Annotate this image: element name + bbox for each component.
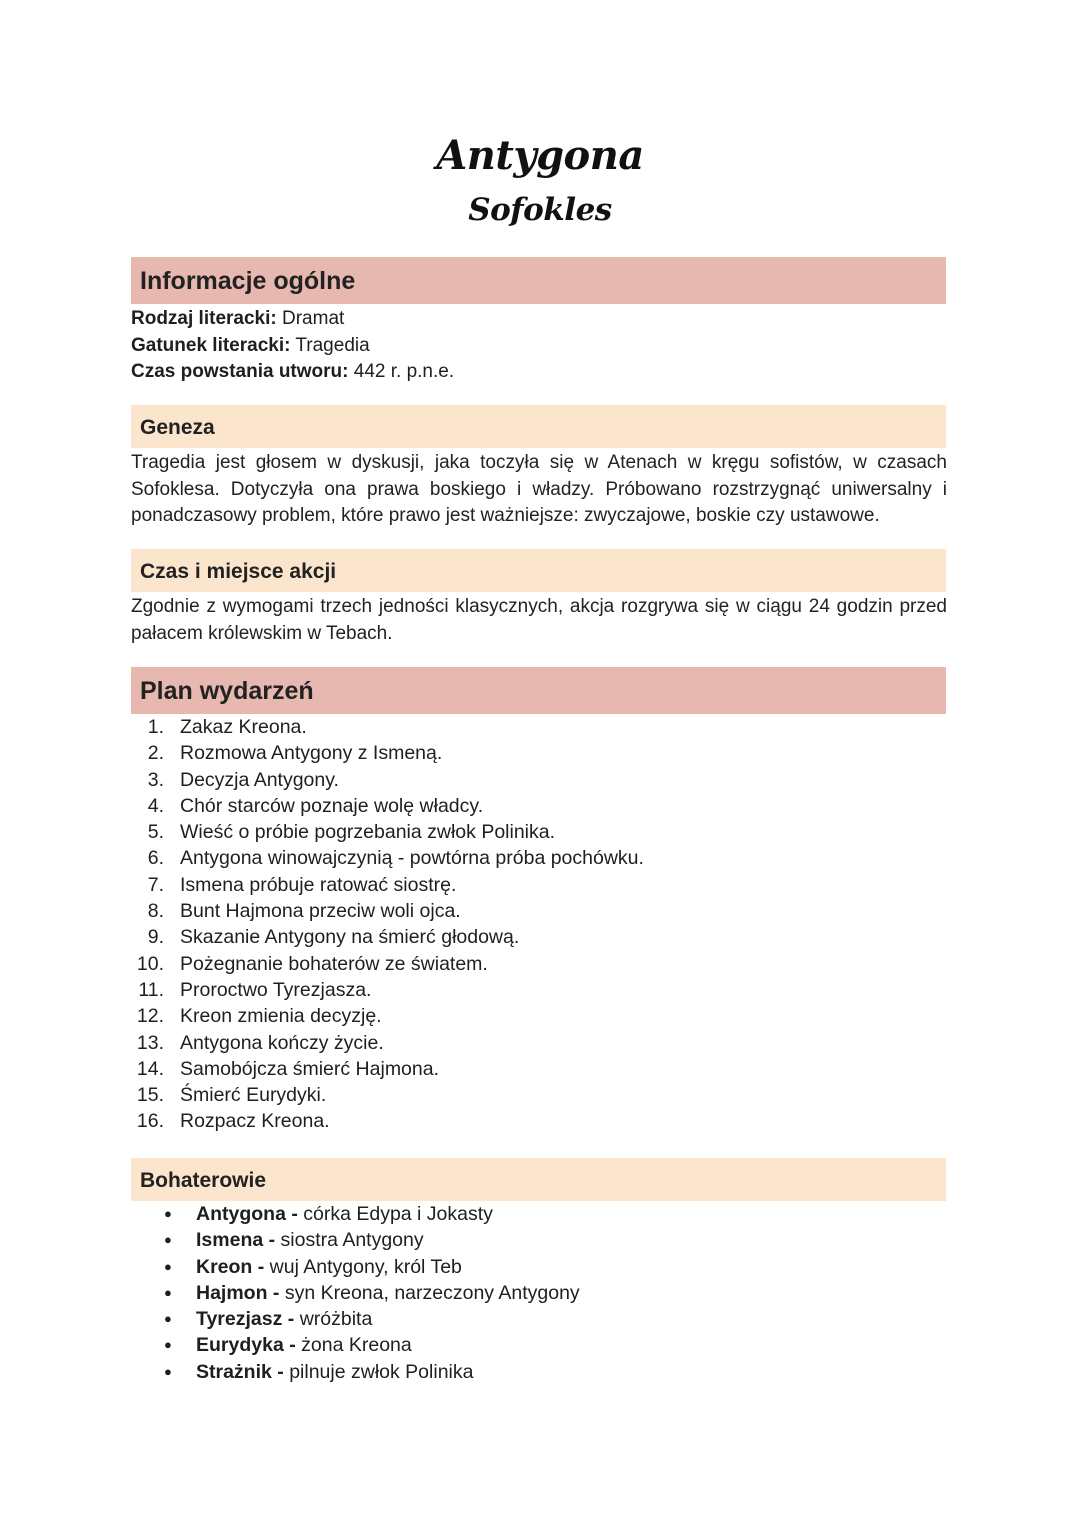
- section-heading-bohaterowie: Bohaterowie: [131, 1158, 946, 1201]
- list-item: 11. Proroctwo Tyrezjasza.: [138, 978, 372, 1001]
- list-item: 9. Skazanie Antygony na śmierć głodową.: [147, 926, 520, 949]
- bullet-icon: [131, 1227, 196, 1255]
- section-heading-info: Informacje ogólne: [131, 257, 946, 304]
- characters-list: [131, 1201, 580, 1385]
- bullet-icon: [131, 1254, 196, 1282]
- list-item: ●Eurydyka - żona Kreona: [131, 1332, 580, 1358]
- section-heading-czas: Czas i miejsce akcji: [131, 549, 946, 592]
- document-author: Sofokles: [468, 192, 612, 228]
- list-item: 12. Kreon zmienia decyzję.: [136, 1005, 382, 1028]
- czas-text: Zgodnie z wymogami trzech jedności klasycznych, akcja rozgrywa się w ciągu 24 godzin przed pałacem królewskim w Tebach.: [131, 596, 947, 644]
- bullet-icon: [131, 1280, 196, 1308]
- list-item: 13. Antygona kończy życie.: [136, 1031, 384, 1054]
- info-value: Dramat: [282, 308, 345, 329]
- list-item: ●Antygona - córka Edypa i Jokasty: [131, 1201, 580, 1227]
- bullet-icon: [131, 1201, 196, 1229]
- bullet-icon: [131, 1306, 196, 1334]
- bullet-icon: [131, 1332, 196, 1360]
- list-item: ●Strażnik - pilnuje zwłok Polinika: [131, 1359, 580, 1385]
- info-label: Rodzaj literacki:: [131, 308, 277, 329]
- info-row: [131, 333, 454, 360]
- info-row: [131, 359, 454, 386]
- list-item: 16. Rozpacz Kreona.: [136, 1110, 330, 1133]
- info-label: Czas powstania utworu:: [131, 361, 349, 382]
- list-item: ●Hajmon - syn Kreona, narzeczony Antygony: [131, 1280, 580, 1306]
- info-value: 442 r. p.n.e.: [353, 361, 455, 382]
- info-label: Gatunek literacki:: [131, 334, 291, 356]
- list-item: 7. Ismena próbuje ratować siostrę.: [147, 873, 457, 896]
- list-item: 3. Decyzja Antygony.: [147, 768, 339, 791]
- list-item: 15. Śmierć Eurydyki.: [136, 1084, 327, 1107]
- geneza-text: Tragedia jest głosem w dyskusji, jaka toczyła się w Atenach w kręgu sofistów, w czasach Sofoklesa. Dotyczyła ona prawa boskiego i władzy. Próbowano rozstrzygnąć uniwersalny i ponadczasowy problem, które prawo jest ważniejsze: zwyczajowe, boskie czy ustawowe.: [131, 452, 947, 526]
- list-item: 2. Rozmowa Antygony z Ismeną.: [147, 742, 443, 765]
- list-item: 6. Antygona winowajczynią - powtórna próba pochówku.: [147, 847, 644, 870]
- list-item: ●Ismena - siostra Antygony: [131, 1227, 580, 1253]
- list-item: 14. Samobójcza śmierć Hajmona.: [136, 1057, 440, 1080]
- list-item: ●Kreon - wuj Antygony, król Teb: [131, 1254, 580, 1280]
- info-block: [131, 306, 454, 386]
- list-item: 1. Zakaz Kreona.: [147, 716, 307, 738]
- document-title: Antygona: [436, 132, 644, 179]
- info-row: [131, 306, 454, 333]
- list-item: 10. Pożegnanie bohaterów ze światem.: [136, 952, 488, 975]
- bullet-icon: [131, 1359, 196, 1387]
- section-heading-plan: Plan wydarzeń: [131, 667, 946, 714]
- info-value: Tragedia: [295, 334, 370, 356]
- list-item: 8. Bunt Hajmona przeciw woli ojca.: [147, 900, 461, 923]
- plan-list: [131, 714, 644, 1135]
- list-item: 4. Chór starców poznaje wolę władcy.: [147, 794, 484, 817]
- section-heading-geneza: Geneza: [131, 405, 946, 448]
- list-item: 5. Wieść o próbie pogrzebania zwłok Polinika.: [147, 821, 556, 844]
- list-item: ●Tyrezjasz - wróżbita: [131, 1306, 580, 1332]
